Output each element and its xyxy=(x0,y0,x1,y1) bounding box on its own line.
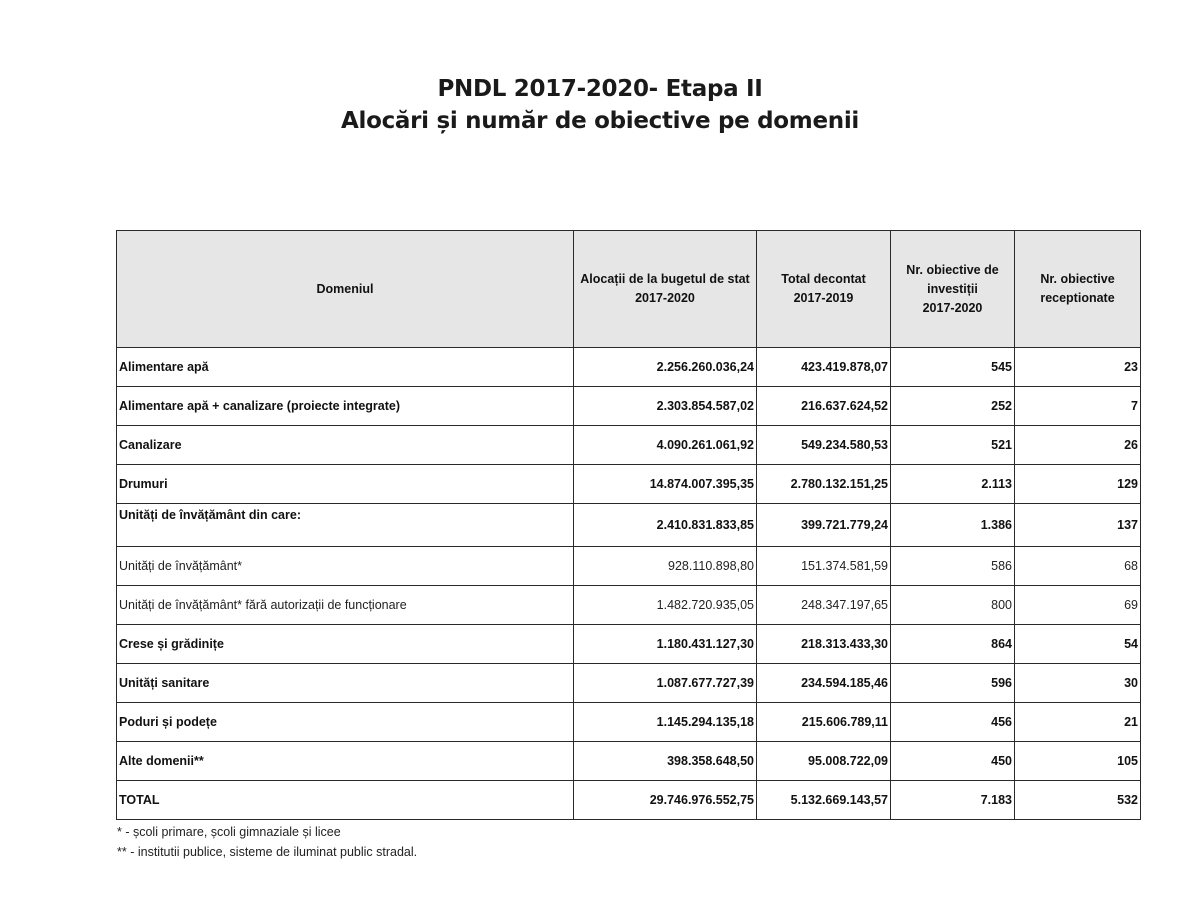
cell-alocatii: 2.410.831.833,85 xyxy=(574,504,757,547)
cell-decontat: 216.637.624,52 xyxy=(757,387,891,426)
cell-domain: Canalizare xyxy=(117,426,574,465)
header-label: 2017-2019 xyxy=(793,291,854,305)
cell-obiective: 252 xyxy=(891,387,1015,426)
cell-receptionate: 105 xyxy=(1015,742,1141,781)
cell-domain: Alimentare apă + canalizare (proiecte integrate) xyxy=(117,387,574,426)
table-row xyxy=(117,348,1141,387)
cell-obiective: 1.386 xyxy=(891,504,1015,547)
cell-receptionate: 137 xyxy=(1015,504,1141,547)
cell-alocatii: 2.303.854.587,02 xyxy=(574,387,757,426)
cell-obiective: 800 xyxy=(891,586,1015,625)
cell-domain: Unități de învățământ din care: xyxy=(117,504,574,547)
header-label: investiții xyxy=(927,281,978,296)
allocations-table xyxy=(116,230,1141,820)
cell-domain: Alte domenii** xyxy=(117,742,574,781)
cell-receptionate: 30 xyxy=(1015,664,1141,703)
cell-decontat: 234.594.185,46 xyxy=(757,664,891,703)
cell-decontat: 2.780.132.151,25 xyxy=(757,465,891,504)
cell-receptionate: 26 xyxy=(1015,426,1141,465)
header-alocatii xyxy=(574,231,757,348)
table-row xyxy=(117,703,1141,742)
cell-decontat: 218.313.433,30 xyxy=(757,625,891,664)
cell-alocatii: 1.482.720.935,05 xyxy=(574,586,757,625)
table-row xyxy=(117,426,1141,465)
cell-domain: Alimentare apă xyxy=(117,348,574,387)
table-header-row xyxy=(117,231,1141,348)
cell-obiective: 586 xyxy=(891,547,1015,586)
cell-obiective: 545 xyxy=(891,348,1015,387)
cell-decontat: 248.347.197,65 xyxy=(757,586,891,625)
cell-decontat: 151.374.581,59 xyxy=(757,547,891,586)
cell-decontat: 5.132.669.143,57 xyxy=(757,781,891,820)
cell-alocatii: 928.110.898,80 xyxy=(574,547,757,586)
cell-domain: Poduri și podețe xyxy=(117,703,574,742)
header-label: Domeniul xyxy=(316,281,374,296)
cell-alocatii: 4.090.261.061,92 xyxy=(574,426,757,465)
cell-domain: Unități de învățământ* xyxy=(117,547,574,586)
cell-obiective: 7.183 xyxy=(891,781,1015,820)
header-receptionate xyxy=(1015,231,1141,348)
cell-domain: Unități sanitare xyxy=(117,664,574,703)
table-row xyxy=(117,742,1141,781)
table-row xyxy=(117,781,1141,820)
cell-alocatii: 14.874.007.395,35 xyxy=(574,465,757,504)
cell-receptionate: 54 xyxy=(1015,625,1141,664)
cell-decontat: 95.008.722,09 xyxy=(757,742,891,781)
cell-alocatii: 29.746.976.552,75 xyxy=(574,781,757,820)
footnote: * - școli primare, școli gimnaziale și licee xyxy=(117,825,341,839)
cell-receptionate: 68 xyxy=(1015,547,1141,586)
header-label: Total decontat xyxy=(781,272,866,286)
header-total-decontat xyxy=(757,231,891,348)
cell-obiective: 450 xyxy=(891,742,1015,781)
cell-decontat: 399.721.779,24 xyxy=(757,504,891,547)
cell-alocatii: 1.180.431.127,30 xyxy=(574,625,757,664)
cell-domain: Drumuri xyxy=(117,465,574,504)
header-domeniul xyxy=(117,231,574,348)
table-row xyxy=(117,465,1141,504)
cell-domain: Crese și grădinițe xyxy=(117,625,574,664)
table-row xyxy=(117,547,1141,586)
cell-domain: TOTAL xyxy=(117,781,574,820)
header-nr-obiective xyxy=(891,231,1015,348)
cell-alocatii: 1.087.677.727,39 xyxy=(574,664,757,703)
table-row xyxy=(117,387,1141,426)
cell-domain: Unități de învățământ* fără autorizații de funcționare xyxy=(117,586,574,625)
cell-receptionate: 69 xyxy=(1015,586,1141,625)
cell-obiective: 521 xyxy=(891,426,1015,465)
cell-obiective: 864 xyxy=(891,625,1015,664)
cell-receptionate: 21 xyxy=(1015,703,1141,742)
table-row xyxy=(117,586,1141,625)
cell-receptionate: 532 xyxy=(1015,781,1141,820)
table-row xyxy=(117,625,1141,664)
cell-receptionate: 23 xyxy=(1015,348,1141,387)
header-label: Nr. obiective de xyxy=(906,262,999,277)
table-row xyxy=(117,664,1141,703)
header-label: 2017-2020 xyxy=(635,291,695,305)
cell-decontat: 215.606.789,11 xyxy=(757,703,891,742)
cell-alocatii: 398.358.648,50 xyxy=(574,742,757,781)
cell-decontat: 549.234.580,53 xyxy=(757,426,891,465)
footnote: ** - institutii publice, sisteme de iluminat public stradal. xyxy=(117,845,418,859)
header-label: Alocații de la bugetul de stat xyxy=(580,272,750,286)
cell-alocatii: 1.145.294.135,18 xyxy=(574,703,757,742)
cell-obiective: 596 xyxy=(891,664,1015,703)
page-subtitle: Alocări și număr de obiective pe domenii xyxy=(340,108,859,134)
header-label: 2017-2020 xyxy=(922,300,983,315)
table-row xyxy=(117,504,1141,547)
header-label: Nr. obiective xyxy=(1040,272,1115,286)
cell-alocatii: 2.256.260.036,24 xyxy=(574,348,757,387)
cell-obiective: 456 xyxy=(891,703,1015,742)
cell-obiective: 2.113 xyxy=(891,465,1015,504)
footnotes xyxy=(117,822,417,862)
header-label: receptionate xyxy=(1040,291,1115,305)
cell-receptionate: 7 xyxy=(1015,387,1141,426)
cell-decontat: 423.419.878,07 xyxy=(757,348,891,387)
cell-receptionate: 129 xyxy=(1015,465,1141,504)
page-title: PNDL 2017-2020- Etapa II xyxy=(437,76,763,102)
